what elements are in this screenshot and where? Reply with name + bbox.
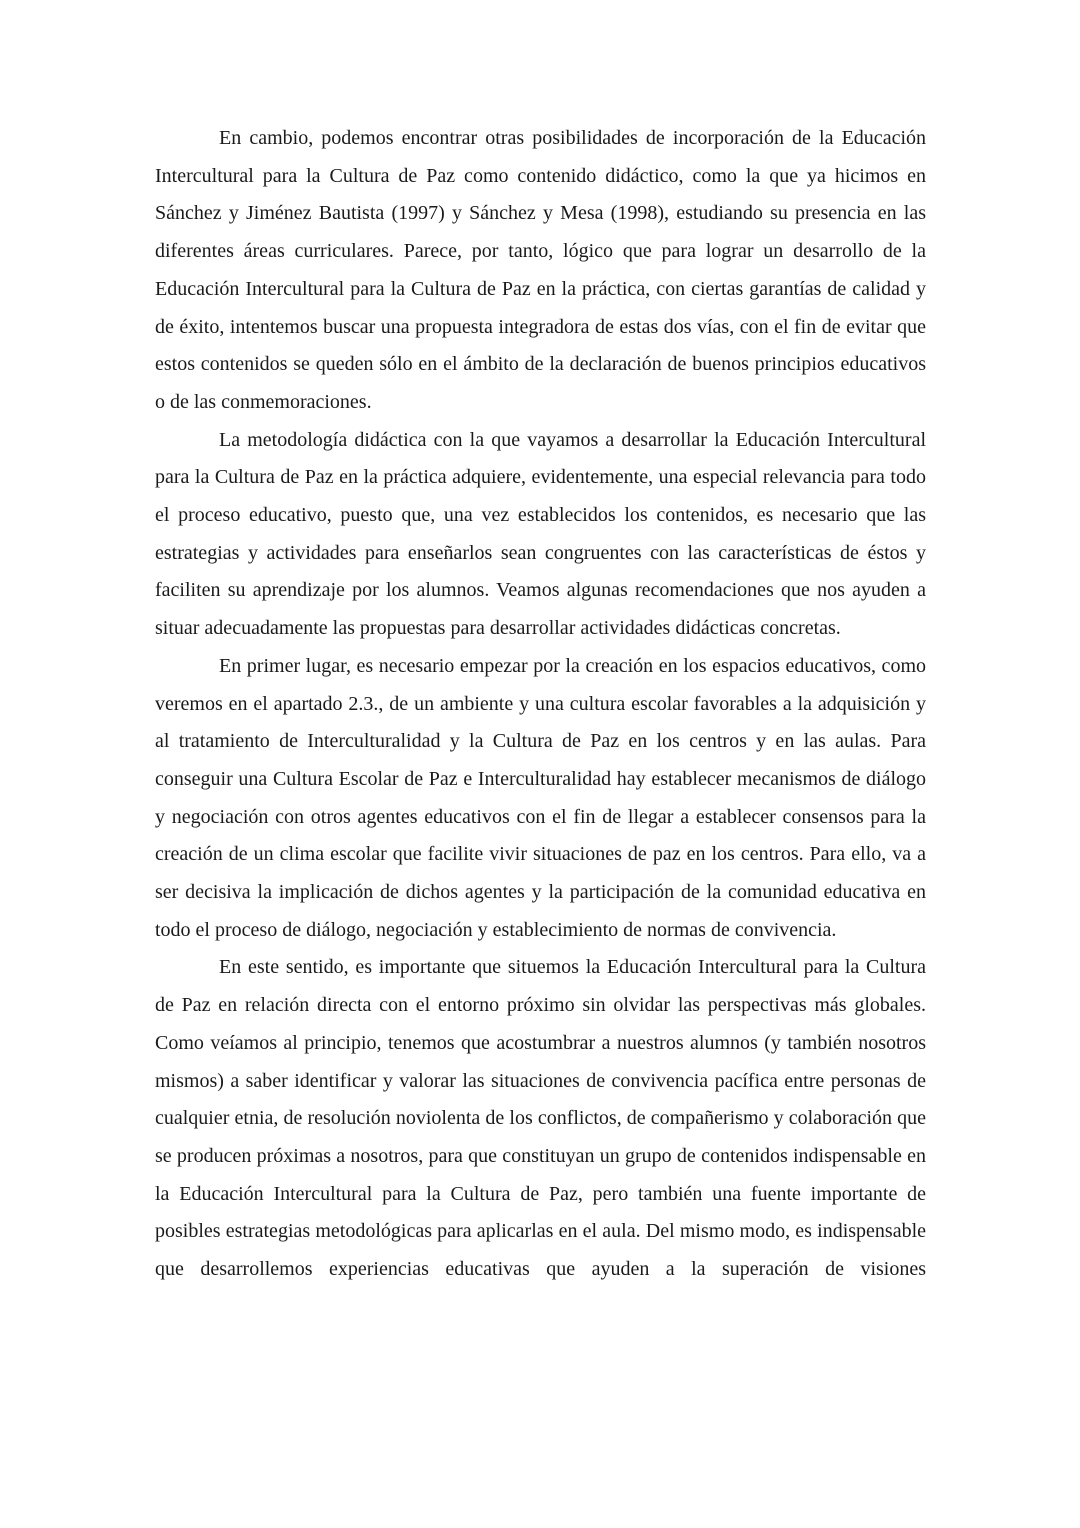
paragraph-1: En cambio, podemos encontrar otras posibilidades de incorporación de la Educación Intercultural para la Cultura de Paz como contenido didáctico, como la que ya hicimos en Sánchez y Jiménez Bautista (1997) y Sánchez y Mesa (1998), estudiando su presencia en las diferentes áreas curriculares. Parece, por tanto, lógico que para lograr un desarrollo de la Educación Intercultural para la Cultura de Paz en la práctica, con ciertas garantías de calidad y de éxito, intentemos buscar una propuesta integradora de estas dos vías, con el fin de evitar que estos contenidos se queden sólo en el ámbito de la declaración de buenos principios educativos o de las conmemoraciones. <box>155 127 926 413</box>
paragraph-3: En primer lugar, es necesario empezar por la creación en los espacios educativos, como veremos en el apartado 2.3., de un ambiente y una cultura escolar favorables a la adquisición y al tratamiento de Interculturalidad y la Cultura de Paz en los centros y en las aulas. Para conseguir una Cultura Escolar de Paz e Interculturalidad hay establecer mecanismos de diálogo y negociación con otros agentes educativos con el fin de llegar a establecer consensos para la creación de un clima escolar que facilite vivir situaciones de paz en los centros. Para ello, va a ser decisiva la implicación de dichos agentes y la participación de la comunidad educativa en todo el proceso de diálogo, negociación y establecimiento de normas de convivencia. <box>155 654 926 941</box>
paragraph-4: En este sentido, es importante que situemos la Educación Intercultural para la Cultura de Paz en relación directa con el entorno próximo sin olvidar las perspectivas más globales. Como veíamos al principio, tenemos que acostumbrar a nuestros alumnos (y también nosotros mismos) a saber identificar y valorar las situaciones de convivencia pacífica entre personas de cualquier etnia, de resolución noviolenta de los conflictos, de compañerismo y colaboración que se producen próximas a nosotros, para que constituyan un grupo de contenidos indispensable en la Educación Intercultural para la Cultura de Paz, pero también una fuente importante de posibles estrategias metodológicas para aplicarlas en el aula. Del mismo modo, es indispensable que desarrollemos experiencias educativas que ayuden a la superación de visiones <box>155 956 926 1281</box>
document-page <box>155 120 926 1289</box>
paragraph-2: La metodología didáctica con la que vayamos a desarrollar la Educación Intercultural para la Cultura de Paz en la práctica adquiere, evidentemente, una especial relevancia para todo el proceso educativo, puesto que, una vez establecidos los contenidos, es necesario que las estrategias y actividades para enseñarlos sean congruentes con las características de éstos y faciliten su aprendizaje por los alumnos. Veamos algunas recomendaciones que nos ayuden a situar adecuadamente las propuestas para desarrollar actividades didácticas concretas. <box>155 428 926 640</box>
